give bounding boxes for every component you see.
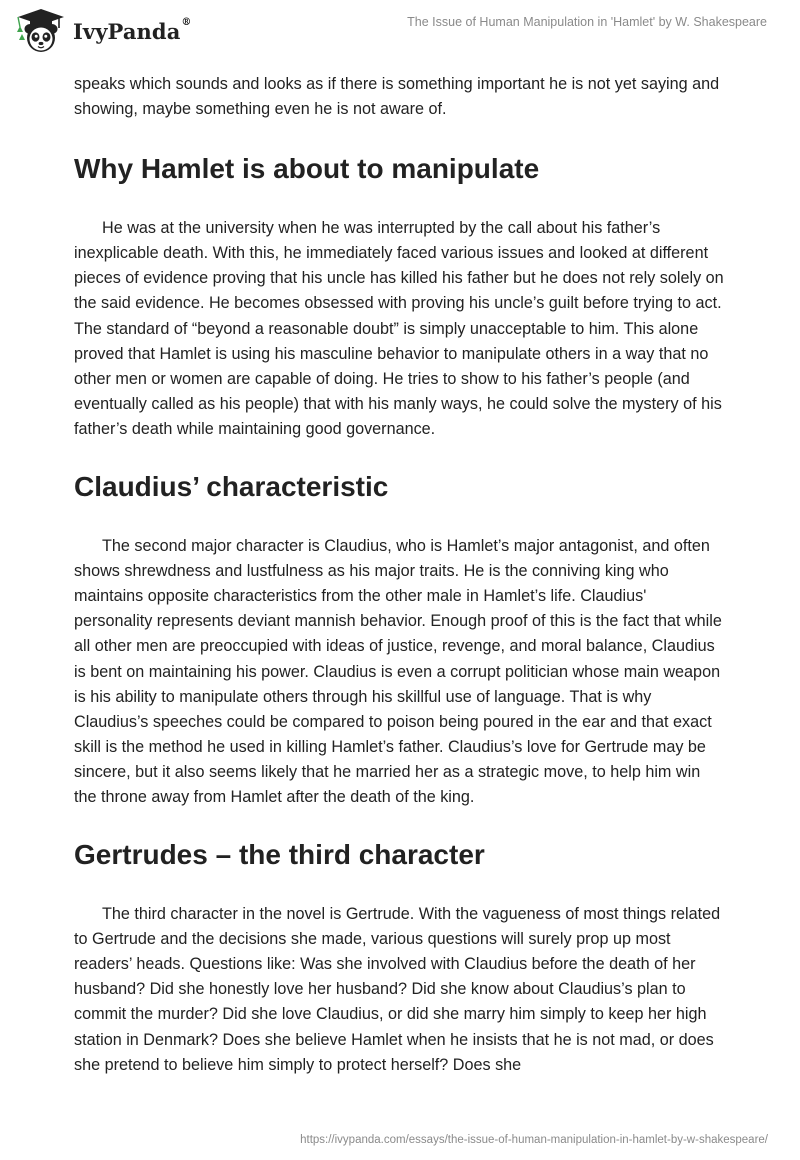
section-paragraph-hamlet: He was at the university when he was interrupted by the call about his father’s inexplicable death. With this, he immediately faced various issues and looked at different pieces of evidence proving that his uncle has killed his father but he does not rely solely on the said evidence. He becomes obsessed with proving his uncle’s guilt before trying to act. The standard of “beyond a reasonable doubt” is simply unacceptable to him. This alone proved that Hamlet is using his masculine behavior to manipulate others in a way that no other men or women are capable of doing. He tries to show to his father’s people (and eventually called as his people) that with his manly ways, he could solve the mystery of his father’s death while maintaining good governance. [74,219,724,438]
intro-paragraph: speaks which sounds and looks as if there is something important he is not yet saying and showing, maybe something even he is not aware of. [74,75,720,119]
source-url[interactable]: https://ivypanda.com/essays/the-issue-of-human-manipulation-in-hamlet-by-w-shakespeare/ [300,1134,768,1146]
essay-body [74,72,726,1078]
section-heading-hamlet: Why Hamlet is about to manipulate [74,153,540,185]
section-heading-claudius: Claudius’ characteristic [74,471,389,503]
brand-name: IvyPanda® [73,16,192,44]
panda-graduate-icon [15,8,67,54]
section-heading-gertrude: Gertrudes – the third character [74,839,485,871]
document-title: The Issue of Human Manipulation in 'Hamlet' by W. Shakespeare [407,15,767,29]
section-paragraph-claudius: The second major character is Claudius, who is Hamlet’s major antagonist, and often shows shrewdness and lustfulness as his major traits. He is the conniving king who maintains opposite characteristics from the other male in Hamlet’s life. Claudius' personality represents deviant mannish behavior. Enough proof of this is the fact that while all other men are preoccupied with ideas of justice, revenge, and moral balance, Claudius is bent on maintaining his power. Claudius is even a corrupt politician whose main weapon is his ability to manipulate others through his skillful use of language. That is why Claudius’s speeches could be compared to poison being poured in the ear and that exact skill is the method he used in killing Hamlet’s father. Claudius’s love for Gertrude may be sincere, but it also seems likely that he married her as a strategic move, to help him win the throne away from Hamlet after the death of the king. [74,537,722,806]
section-paragraph-gertrude: The third character in the novel is Gertrude. With the vagueness of most things related to Gertrude and the decisions she made, various questions will surely prop up most readers’ heads. Questions like: Was she involved with Claudius before the death of her husband? Did she honestly love her husband? Did she know about Claudius’s plan to commit the murder? Did she love Claudius, or did she marry him simply to keep her high station in Denmark? Does she believe Hamlet when he insists that he is not mad, or does she pretend to believe him simply to protect herself? Does she [74,905,721,1074]
page-header [0,0,800,62]
brand-logo[interactable] [15,8,192,54]
registered-mark: ® [181,16,192,28]
